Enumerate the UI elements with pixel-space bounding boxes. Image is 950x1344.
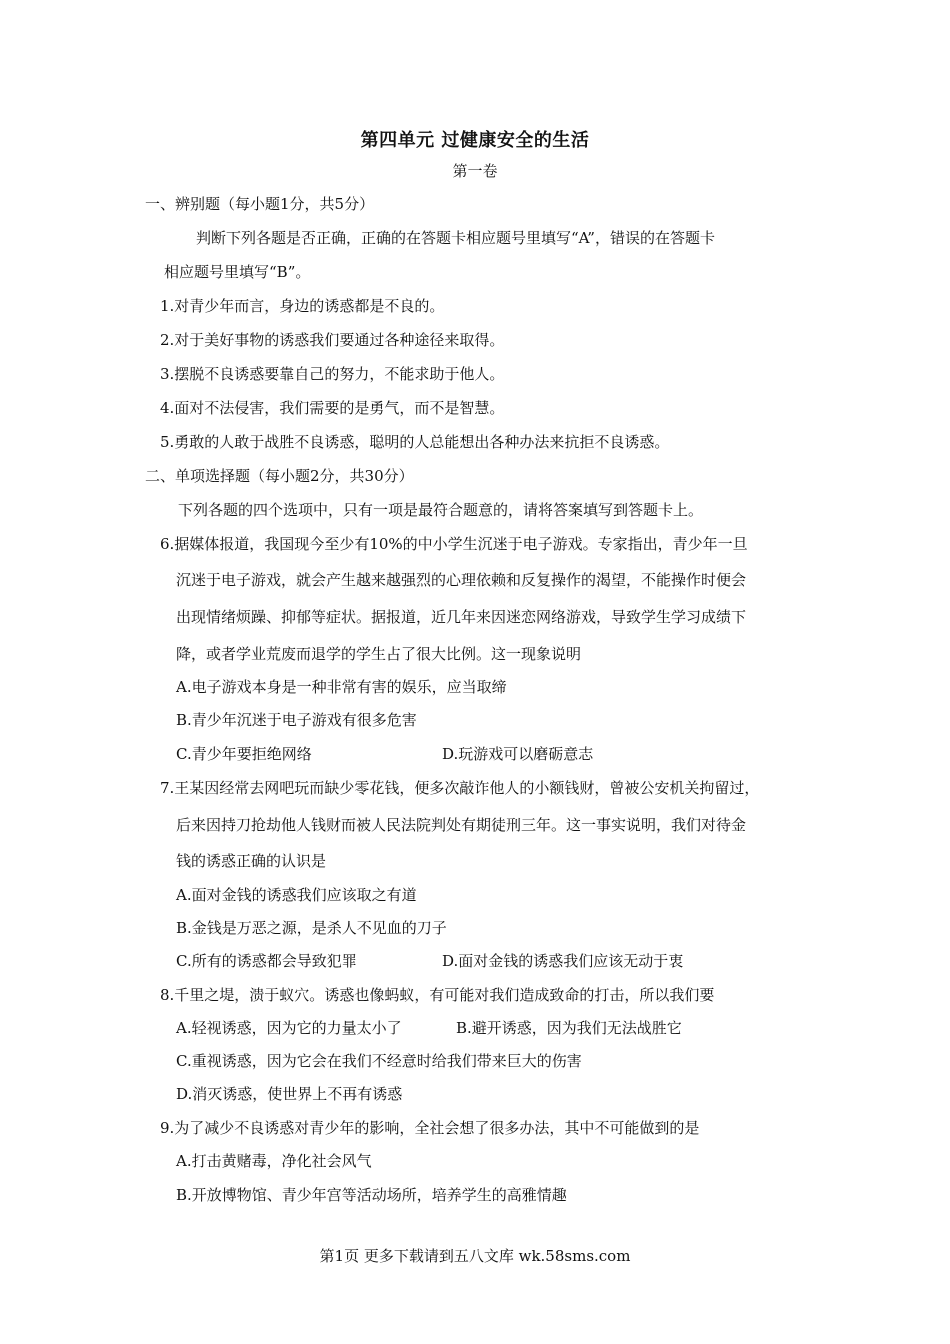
section-instruction: 判断下列各题是否正确，正确的在答题卡相应题号里填写“A”，错误的在答题卡: [196, 229, 715, 247]
question-line: 出现情绪烦躁、抑郁等症状。据报道，近几年来因迷恋网络游戏，导致学生学习成绩下: [176, 608, 747, 626]
option-c: C.重视诱惑，因为它会在我们不经意时给我们带来巨大的伤害: [176, 1052, 582, 1070]
page-footer: 第1页 更多下载请到五八文库 wk.58sms.com: [319, 1247, 631, 1265]
question-line: 8.千里之堤，溃于蚁穴。诱惑也像蚂蚁，有可能对我们造成致命的打击，所以我们要: [160, 986, 715, 1004]
option-d: D.玩游戏可以磨砺意志: [442, 745, 594, 763]
option-c: C.青少年要拒绝网络: [176, 745, 312, 763]
option-b: B.开放博物馆、青少年宫等活动场所，培养学生的高雅情趣: [176, 1186, 567, 1204]
option-b: B.金钱是万恶之源，是杀人不见血的刀子: [176, 919, 447, 937]
section-instruction: 下列各题的四个选项中，只有一项是最符合题意的，请将答案填写到答题卡上。: [178, 501, 704, 519]
question-line: 沉迷于电子游戏，就会产生越来越强烈的心理依赖和反复操作的渴望，不能操作时便会: [176, 571, 747, 589]
question-line: 降，或者学业荒废而退学的学生占了很大比例。这一现象说明: [176, 645, 582, 663]
judgement-item: 1.对青少年而言，身边的诱惑都是不良的。: [160, 297, 445, 315]
question-line: 后来因持刀抢劫他人钱财而被人民法院判处有期徒刑三年。这一事实说明，我们对待金: [176, 816, 747, 834]
option-a: A.电子游戏本身是一种非常有害的娱乐，应当取缔: [176, 678, 507, 696]
option-d: D.面对金钱的诱惑我们应该无动于衷: [442, 952, 684, 970]
section-heading: 一、辨别题（每小题1分，共5分）: [145, 195, 375, 213]
option-c: C.所有的诱惑都会导致犯罪: [176, 952, 357, 970]
question-line: 6.据媒体报道，我国现今至少有10%的中小学生沉迷于电子游戏。专家指出，青少年一旦: [160, 535, 748, 553]
judgement-item: 3.摆脱不良诱惑要靠自己的努力，不能求助于他人。: [160, 365, 505, 383]
page-subtitle: 第一卷: [452, 162, 498, 180]
option-d: D.消灭诱惑，使世界上不再有诱惑: [176, 1085, 403, 1103]
page-title: 第四单元 过健康安全的生活: [360, 130, 590, 151]
judgement-item: 5.勇敢的人敢于战胜不良诱惑，聪明的人总能想出各种办法来抗拒不良诱惑。: [160, 433, 670, 451]
option-a: A.面对金钱的诱惑我们应该取之有道: [176, 886, 417, 904]
question-line: 9.为了减少不良诱惑对青少年的影响，全社会想了很多办法，其中不可能做到的是: [160, 1119, 700, 1137]
judgement-item: 2.对于美好事物的诱惑我们要通过各种途径来取得。: [160, 331, 505, 349]
question-line: 钱的诱惑正确的认识是: [176, 852, 327, 870]
section-instruction: 相应题号里填写“B”。: [164, 263, 311, 281]
option-a: A.打击黄赌毒，净化社会风气: [176, 1152, 372, 1170]
judgement-item: 4.面对不法侵害，我们需要的是勇气，而不是智慧。: [160, 399, 505, 417]
option-b: B.青少年沉迷于电子游戏有很多危害: [176, 711, 417, 729]
question-line: 7.王某因经常去网吧玩而缺少零花钱，便多次敲诈他人的小额钱财，曾被公安机关拘留过，: [160, 779, 760, 797]
option-b: B.避开诱惑，因为我们无法战胜它: [456, 1019, 682, 1037]
section-heading: 二、单项选择题（每小题2分，共30分）: [145, 467, 414, 485]
option-a: A.轻视诱惑，因为它的力量太小了: [176, 1019, 402, 1037]
